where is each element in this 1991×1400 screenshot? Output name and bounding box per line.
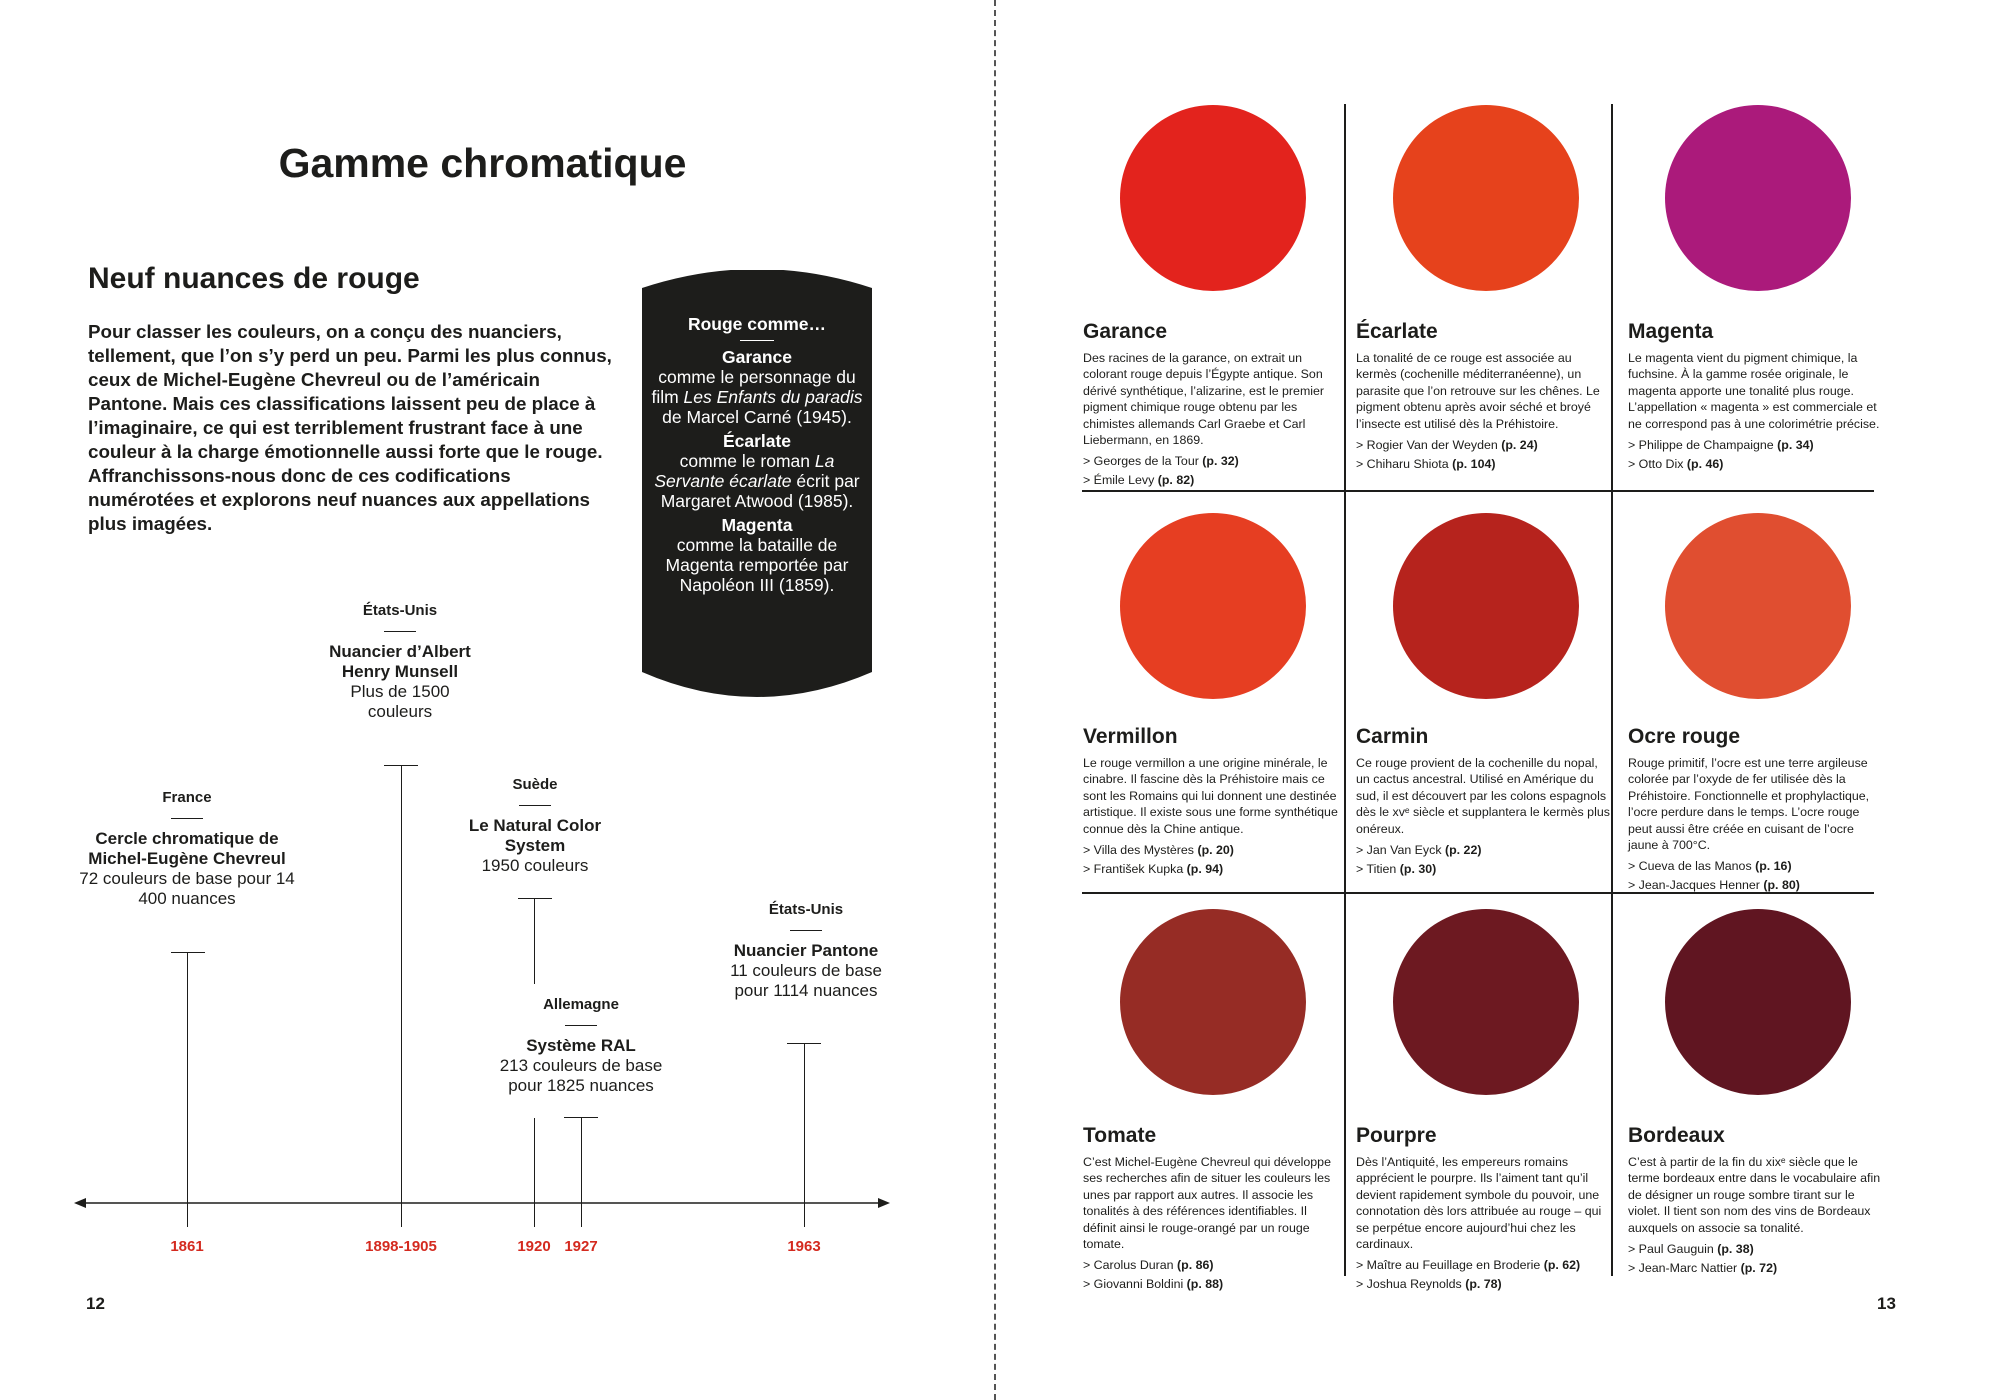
- section-subtitle: Neuf nuances de rouge: [88, 262, 420, 295]
- reference-artist: > Chiharu Shiota: [1356, 457, 1453, 471]
- artwork-references: [1083, 452, 1239, 490]
- color-cell-3: [1083, 513, 1345, 893]
- color-description: Le rouge vermillon a une origine minérale, le cinabre. Il fascine dès la Préhistoire mais ce sont les Romains qui lui donnent une destinée artistique. Il existe sous une forme synthétique connue dès la Chine antique.: [1083, 756, 1338, 836]
- timeline-stem: [187, 952, 188, 1227]
- timeline-rule: [519, 805, 551, 806]
- reference-page: (p. 30): [1399, 862, 1437, 876]
- artwork-reference: [1356, 436, 1538, 455]
- timeline-cap: [171, 952, 205, 953]
- timeline-rule: [790, 930, 822, 931]
- timeline-stem: [401, 765, 402, 1227]
- timeline-country: États-Unis: [362, 602, 438, 619]
- reference-page: (p. 16): [1755, 859, 1792, 873]
- page-number-left: 12: [86, 1294, 105, 1313]
- artwork-reference: [1628, 857, 1800, 876]
- color-description: Des racines de la garance, on extrait un colorant rouge depuis l’Égypte antique. Son dérivé synthétique, l’alizarine, est le premier pigment chimique rouge obtenu par les chimistes allemands Carl Graebe et Carl Liebermann, en 1869.: [1083, 351, 1325, 448]
- reference-page: (p. 94): [1186, 862, 1224, 876]
- reference-artist: > Émile Levy: [1083, 473, 1158, 487]
- reference-artist: > Otto Dix: [1628, 457, 1687, 471]
- reference-artist: > Jan Van Eyck: [1356, 843, 1445, 857]
- color-swatch-circle: [1120, 909, 1306, 1095]
- timeline-stem: [534, 898, 535, 984]
- timeline-item-ncs: [465, 775, 605, 876]
- color-description: La tonalité de ce rouge est associée au kermès (cochenille méditerranéenne), un parasite que l’on retrouve sur les chênes. Le pigment obtenu après avoir séché et broyé l’insecte est utilisé dès la Préhistoire.: [1356, 351, 1600, 431]
- timeline-rule: [565, 1025, 597, 1026]
- color-name: Bordeaux: [1628, 1124, 1725, 1147]
- timeline-name: Le Natural Color System: [468, 816, 602, 855]
- artwork-reference: [1628, 1240, 1777, 1259]
- badge-entry-work: La Servante écarlate: [654, 451, 835, 491]
- timeline-item-chevreul: [72, 788, 302, 909]
- reference-page: (p. 38): [1717, 1242, 1754, 1256]
- color-name: Écarlate: [1356, 320, 1438, 343]
- artwork-reference: [1356, 1275, 1580, 1294]
- artwork-reference: [1083, 452, 1239, 471]
- page-title: Gamme chromatique: [278, 140, 687, 186]
- reference-page: (p. 82): [1157, 473, 1195, 487]
- artwork-reference: [1628, 455, 1814, 474]
- reference-page: (p. 80): [1763, 878, 1800, 892]
- page-number-right: 13: [1877, 1294, 1896, 1313]
- timeline-country: Allemagne: [543, 996, 619, 1013]
- reference-artist: > Paul Gauguin: [1628, 1242, 1718, 1256]
- color-description: Dès l’Antiquité, les empereurs romains apprécient le pourpre. Ils l’aiment tant qu’il devient rapidement symbole du pouvoir, une connotation dès lors attribuée au rouge – qui se perpétue encore aujourd’hui chez les cardinaux.: [1356, 1155, 1602, 1252]
- year-1920: 1920: [517, 1238, 551, 1255]
- year-1927: 1927: [564, 1238, 598, 1255]
- color-cell-4: [1356, 513, 1618, 893]
- year-1898-1905: 1898-1905: [365, 1238, 437, 1255]
- reference-artist: > Maître au Feuillage en Broderie: [1356, 1258, 1544, 1272]
- reference-artist: > Jean-Jacques Henner: [1628, 878, 1764, 892]
- color-cell-0: [1083, 105, 1345, 485]
- intro-paragraph: Pour classer les couleurs, on a conçu des nuanciers, tellement, que l’on s’y perd un peu. Parmi les plus connus, ceux de Michel-Eugène Chevreul ou de l’américain Pantone. Mais ces classifications laissent peu de place à l’imaginaire, ce qui est terriblement frustrant face à une couleur à la charge émotionnelle aussi forte que le rouge. Affranchissons-nous donc de ces codifications numérotées et explorons neuf nuances aux appellations plus imagées.: [88, 321, 612, 534]
- artwork-reference: [1083, 471, 1239, 490]
- color-swatch-circle: [1393, 909, 1579, 1095]
- color-name: Garance: [1083, 320, 1168, 343]
- reference-artist: > Georges de la Tour: [1083, 454, 1203, 468]
- color-cell-5: [1628, 513, 1890, 893]
- color-name: Carmin: [1356, 725, 1429, 748]
- color-swatch-circle: [1120, 105, 1306, 291]
- color-cell-1: [1356, 105, 1618, 485]
- reference-page: (p. 22): [1444, 843, 1482, 857]
- reference-artist: > Villa des Mystères: [1083, 843, 1198, 857]
- artwork-reference: [1356, 455, 1538, 474]
- timeline-item-ral: [491, 995, 671, 1096]
- color-swatch-circle: [1393, 513, 1579, 699]
- badge-entry-text: de Marcel Carné (1945).: [662, 407, 852, 427]
- artwork-references: [1083, 1256, 1223, 1294]
- timeline-rule: [384, 631, 416, 632]
- color-cell-7: [1356, 909, 1618, 1289]
- timeline-desc: 213 couleurs de base pour 1825 nuances: [499, 1056, 663, 1095]
- artwork-references: [1628, 436, 1814, 474]
- timeline-country: Suède: [512, 776, 558, 793]
- artwork-reference: [1628, 436, 1814, 455]
- color-name: Ocre rouge: [1628, 725, 1741, 748]
- reference-page: (p. 46): [1686, 457, 1724, 471]
- artwork-references: [1356, 436, 1538, 474]
- artwork-reference: [1083, 860, 1234, 879]
- timeline-desc: 72 couleurs de base pour 14 400 nuances: [79, 869, 295, 908]
- reference-artist: > Joshua Reynolds: [1356, 1277, 1466, 1291]
- color-swatch-circle: [1665, 909, 1851, 1095]
- timeline-name: Nuancier Pantone: [733, 941, 879, 960]
- color-description: C’est à partir de la fin du xixᵉ siècle que le terme bordeaux entre dans le vocabulaire afin de désigner un rouge sombre tirant sur le violet. Il tient son nom des vins de Bordeaux auxquels on associe sa tonalité.: [1628, 1155, 1881, 1235]
- color-swatch-circle: [1120, 513, 1306, 699]
- badge-entry-text: comme le personnage du film: [651, 367, 856, 407]
- reference-artist: > František Kupka: [1083, 862, 1187, 876]
- year-1861: 1861: [170, 1238, 204, 1255]
- timeline-name: Cercle chromatique de Michel-Eugène Chevreul: [88, 829, 286, 868]
- artwork-reference: [1628, 1259, 1777, 1278]
- reference-page: (p. 72): [1740, 1261, 1778, 1275]
- artwork-reference: [1356, 860, 1481, 879]
- timeline-name: Nuancier d’Albert Henry Munsell: [329, 642, 471, 681]
- timeline-desc: Plus de 1500 couleurs: [350, 682, 450, 721]
- timeline-cap: [518, 898, 552, 899]
- grid-divider: [1082, 490, 1874, 492]
- timeline-country: États-Unis: [768, 901, 844, 918]
- color-cell-8: [1628, 909, 1890, 1289]
- timeline-desc: 1950 couleurs: [481, 856, 589, 875]
- artwork-references: [1628, 1240, 1777, 1278]
- timeline-rule: [171, 818, 203, 819]
- timeline-stem: [581, 1117, 582, 1227]
- artwork-references: [1628, 857, 1800, 895]
- color-swatch-circle: [1393, 105, 1579, 291]
- artwork-reference: [1083, 1275, 1223, 1294]
- color-name: Pourpre: [1356, 1124, 1437, 1147]
- timeline-stem: [804, 1043, 805, 1227]
- artwork-references: [1083, 841, 1234, 879]
- reference-page: (p. 88): [1186, 1277, 1224, 1291]
- reference-artist: > Jean-Marc Nattier: [1628, 1261, 1741, 1275]
- color-name: Tomate: [1083, 1124, 1157, 1147]
- reference-artist: > Cueva de las Manos: [1628, 859, 1756, 873]
- reference-artist: > Rogier Van der Weyden: [1356, 438, 1502, 452]
- artwork-reference: [1083, 1256, 1223, 1275]
- reference-page: (p. 34): [1777, 438, 1814, 452]
- reference-page: (p. 24): [1501, 438, 1538, 452]
- reference-page: (p. 78): [1465, 1277, 1502, 1291]
- artwork-reference: [1356, 841, 1481, 860]
- reference-artist: > Carolus Duran: [1083, 1258, 1178, 1272]
- year-1963: 1963: [787, 1238, 821, 1255]
- badge-entry-text: comme la bataille de Magenta remportée par Napoléon III (1859).: [665, 535, 849, 595]
- badge-entry-text: écrit par Margaret Atwood (1985).: [660, 471, 860, 511]
- badge-entry-text: comme le roman: [679, 451, 815, 471]
- reference-page: (p. 86): [1177, 1258, 1214, 1272]
- timeline-name: Système RAL: [526, 1036, 636, 1055]
- timeline-axis: [0, 0, 994, 1400]
- reference-artist: > Giovanni Boldini: [1083, 1277, 1187, 1291]
- color-description: C’est Michel-Eugène Chevreul qui développe ses recherches afin de situer les couleurs les unes par rapport aux autres. Il associe les tonalités à des références identifiables. Il définit ainsi le rouge-orangé par un rouge tomate.: [1083, 1155, 1331, 1252]
- artwork-references: [1356, 841, 1481, 879]
- reference-page: (p. 62): [1543, 1258, 1581, 1272]
- color-swatch-circle: [1665, 105, 1851, 291]
- timeline-item-munsell: [320, 601, 480, 722]
- timeline-desc: 11 couleurs de base pour 1114 nuances: [730, 961, 882, 1000]
- timeline-item-pantone: [724, 900, 888, 1001]
- timeline-country: France: [162, 789, 212, 806]
- reference-artist: > Philippe de Champaigne: [1628, 438, 1778, 452]
- color-cell-6: [1083, 909, 1345, 1289]
- badge-entry-name: Garance: [721, 347, 793, 367]
- color-description: Rouge primitif, l’ocre est une terre argileuse colorée par l’oxyde de fer utilisée dès la Préhistoire. Fonctionnelle et prophylactique, l’ocre perdure dans le temps. L’ocre rouge peut aussi être créée en cuisant de l’ocre jaune à 700°C.: [1628, 756, 1870, 853]
- artwork-references: [1356, 1256, 1580, 1294]
- color-name: Magenta: [1628, 320, 1714, 343]
- badge-entry-name: Magenta: [721, 515, 793, 535]
- reference-page: (p. 104): [1452, 457, 1496, 471]
- artwork-reference: [1356, 1256, 1580, 1275]
- color-name: Vermillon: [1083, 725, 1178, 748]
- reference-page: (p. 32): [1202, 454, 1239, 468]
- timeline-stem: [534, 1118, 535, 1227]
- reference-page: (p. 20): [1197, 843, 1234, 857]
- artwork-reference: [1083, 841, 1234, 860]
- color-cell-2: [1628, 105, 1890, 485]
- reference-artist: > Titien: [1356, 862, 1400, 876]
- badge-entry-name: Écarlate: [722, 431, 792, 451]
- badge-heading: Rouge comme…: [687, 314, 827, 334]
- badge-entry-work: Les Enfants du paradis: [683, 387, 863, 407]
- color-description: Le magenta vient du pigment chimique, la fuchsine. À la gamme rosée originale, le magenta apporte une tonalité plus rouge. L’appellation « magenta » est commerciale et ne correspond pas à une colorimétrie précise.: [1628, 351, 1880, 431]
- color-description: Ce rouge provient de la cochenille du nopal, un cactus ancestral. Utilisé en Amérique du sud, il est découvert par les colons espagnols dès le xvᵉ siècle et supplantera le kermès plus onéreux.: [1356, 756, 1610, 836]
- artwork-reference: [1628, 876, 1800, 895]
- page-fold-divider: [994, 0, 996, 1400]
- color-swatch-circle: [1665, 513, 1851, 699]
